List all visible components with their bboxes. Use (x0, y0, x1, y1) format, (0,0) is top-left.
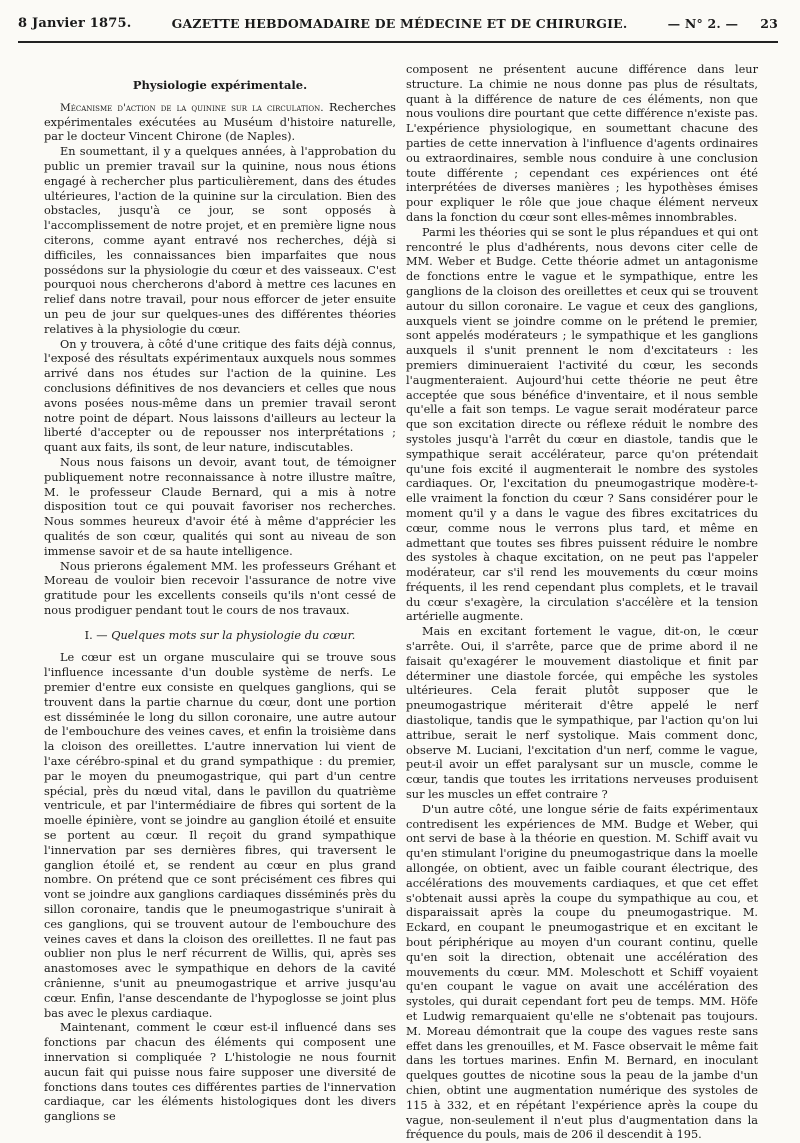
article-heading-byline: Recherches expérimentales exécutées au Muséum d'histoire naturelle, par le docteur Vincent Chirone (de Naples). (44, 100, 396, 144)
issue-info (668, 16, 778, 31)
paragraph: En soumettant, il y a quelques années, à l'approbation du public un premier travail sur la quinine, nous nous étions engagé à rechercher plus particulièrement, dans des études ultérieures, l'action de la quinine sur la circulation. Bien des obstacles, jusqu'à ce jour, se sont opposés à l'accomplissement de notre projet, et en première ligne nous citerons, comme ayant entravé nos recherches, déjà si difficiles, les connaissances bien imparfaites que nous possédons sur la physiologie du cœur et des vaisseaux. C'est pourquoi nous chercherons d'abord à mettre ces lacunes en relief dans notre travail, pour nous efforcer de jeter ensuite un peu de jour sur quelques-unes des différentes théories relatives à la physiologie du cœur. (44, 145, 396, 336)
paragraph: On y trouvera, à côté d'une critique des faits déjà connus, l'exposé des résultats expérimentaux auxquels nous sommes arrivé dans nos études sur l'action de la quinine. Les conclusions définitives de nos devanciers et celles que nous avons posées nous-même dans un premier travail seront notre point de départ. Nous laissons d'ailleurs au lecteur la liberté d'accepter ou de repousser nos interprétations ; quant aux faits, ils sont, de leur nature, indiscutables. (44, 337, 396, 455)
page-number: 23 (760, 15, 778, 31)
paragraph: Maintenant, comment le cœur est-il influencé dans ses fonctions par chacun des éléments qui composent une innervation si compliquée ? L'histologie ne nous fournit aucun fait qui puisse nous faire supposer une diversité de fonctions dans toutes ces différentes parties de l'innervation cardiaque, car les éléments histologiques dont les divers ganglions se (44, 1021, 396, 1124)
paragraph: Le cœur est un organe musculaire qui se trouve sous l'influence incessante d'un double système de nerfs. Le premier d'entre eux consiste en quelques ganglions, qui se trouvent dans la partie charnue du cœur, dont une portion est disséminée le long du sillon coronaire, une autre autour de l'embouchure des veines caves, et enfin la troisième dans la cloison des oreillettes. L'autre innervation lui vient de l'axe cérébro-spinal et du grand sympathique : du premier, par le moyen du pneumogastrique, qui part d'un centre spécial, près du nœud vital, dans le pavillon du quatrième ventricule, et par l'intermédiaire de fibres qui sortent de la moelle épinière, vont se joindre au ganglion étoilé et ensuite se portent au cœur. Il reçoit du grand sympathique l'innervation par ses dernières fibres, qui traversent le ganglion étoilé et, se rendent au cœur en plus grand nombre. On prétend que ce sont précisément ces fibres qui vont se joindre aux ganglions cardiaques disséminés près du sillon coronaire, tandis que le pneumogastrique s'unirait à ces ganglions, qui se trouvent autour de l'embouchure des veines caves et dans la cloison des oreillettes. Il ne faut pas oublier non plus le nerf récurrent de Willis, qui, après ses anastomoses avec le sympathique en dehors de la cavité crânienne, s'unit au pneumogastrique et arrive jusqu'au cœur. Enfin, l'anse descendante de l'hypoglosse se joint plus bas avec le plexus cardiaque. (44, 651, 396, 1020)
subsection-title: Quelques mots sur la physiologie du cœur. (107, 628, 356, 642)
paragraph: Nous prierons également MM. les professeurs Gréhant et Moreau de vouloir bien recevoir l'assurance de notre vive gratitude pour les excellents conseils qu'ils n'ont cessé de nous prodiguer pendant tout le cours de nos travaux. (44, 559, 396, 617)
issue-date: 8 Janvier 1875. (18, 15, 132, 31)
paragraph: Nous nous faisons un devoir, avant tout, de témoigner publiquement notre reconnaissance à notre illustre maître, M. le professeur Claude Bernard, qui a mis à notre disposition tout ce qui pouvait favoriser nos recherches. Nous sommes heureux d'avoir été à même d'apprécier les qualités de son cœur, qualités qui sont au niveau de son immense savoir et de sa haute intelligence. (44, 455, 396, 558)
header-rule (18, 41, 778, 43)
paragraph: Mais en excitant fortement le vague, dit-on, le cœur s'arrête. Oui, il s'arrête, parce que de prime abord il ne faisait qu'exagérer le mouvement diastolique et finit par déterminer une diastole forcée, qui empêche les systoles ultérieures. Cela ferait plutôt supposer que le pneumogastrique mériterait d'être appelé le nerf diastolique, tandis que le sympathique, par l'action qu'on lui attribue, serait le nerf systolique. Mais comment donc, observe M. Luciani, l'excitation d'un nerf, comme le vague, peut-il avoir un effet paralysant sur un muscle, comme le cœur, tandis que toutes les irritations nerveuses produisent sur les muscles un effet contraire ? (406, 625, 758, 802)
paragraph: D'un autre côté, une longue série de faits expérimentaux contredisent les expériences de MM. Budge et Weber, qui ont servi de base à la théorie en question. M. Schiff avait vu qu'en stimulant l'origine du pneumogastrique dans la moelle allongée, on obtient, avec un faible courant électrique, des accélérations des mouvements cardiaques, et que cet effet s'obtenait aussi après la coupe du sympathique au cou, et disparaissait après la coupe du pneumogastrique. M. Eckard, en coupant le pneumogastrique et en excitant le bout périphérique au moyen d'un courant continu, quelle qu'en soit la direction, obtenait une accélération des mouvements du cœur. MM. Moleschott et Schiff voyaient qu'en coupant le vague on avait une accélération des systoles, qui durait cependant fort peu de temps. MM. Höfe et Ludwig remarquaient qu'elle ne s'obtenait pas toujours. M. Moreau démontrait que la coupe des vagues reste sans effet dans les grenouilles, et M. Fasce observait le même fait dans les tortues marines. Enfin M. Bernard, en inoculant quelques gouttes de nicotine sous la peau de la jambe d'un chien, obtint une augmentation numérique des systoles de 115 à 332, et en répétant l'expérience après la coupe du vague, non-seulement il n'eut plus d'augmentation dans la fréquence du pouls, mais de 206 il descendit à 195. (406, 802, 758, 1142)
left-column (44, 60, 396, 1125)
running-header (18, 6, 778, 40)
article-heading (44, 101, 396, 145)
subsection-heading (44, 629, 396, 644)
subsection-number: I. — (84, 628, 108, 642)
section-title: Physiologie expérimentale. (132, 78, 308, 92)
article-heading-title: Mécanisme d'action de la quinine sur la circulation. (60, 101, 324, 114)
issue-number: — N° 2. — (667, 15, 739, 31)
paragraph: composent ne présentent aucune différence dans leur structure. La chimie ne nous donne pas plus de résultats, quant à la différence de nature de ces éléments, non que nous voulions dire pourtant que cette différence n'existe pas. L'expérience physiologique, en soumettant chacune des parties de cette innervation à l'influence d'agents ordinaires ou extraordinaires, semble nous conduire à une conclusion toute différente ; cependant ces expériences ont été interprétées de diverses manières ; les hypothèses émises pour expliquer le rôle que joue chaque élément nerveux dans la fonction du cœur sont elles-mêmes innombrables. (406, 63, 758, 224)
right-column (406, 63, 758, 1143)
journal-title: GAZETTE HEBDOMADAIRE DE MÉDECINE ET DE CHIRURGIE. (171, 15, 628, 31)
paragraph: Parmi les théories qui se sont le plus répandues et qui ont rencontré le plus d'adhérents, nous devons citer celle de MM. Weber et Budge. Cette théorie admet un antagonisme de fonctions entre le vague et le sympathique, entre les ganglions de la cloison des oreillettes et ceux qui se trouvent autour du sillon coronaire. Le vague et ceux des ganglions, auxquels vient se joindre comme on le prétend le premier, sont appelés modérateurs ; le sympathique et les ganglions auxquels il s'unit prennent le nom d'excitateurs : les premiers diminueraient l'activité du cœur, les seconds l'augmenteraient. Aujourd'hui cette théorie ne peut être acceptée que sous bénéfice d'inventaire, et il nous semble qu'elle a fait son temps. Le vague serait modérateur parce que son excitation directe ou réflexe réduit le nombre des systoles jusqu'à l'arrêt du cœur en diastole, tandis que le sympathique serait accélérateur, parce qu'on prétendait qu'une fois excité il augmenterait le nombre des systoles cardiaques. Or, l'excitation du pneumogastrique modère-t-elle vraiment la fonction du cœur ? Sans considérer pour le moment qu'il y a dans le vague des fibres excitatrices du cœur, comme nous le verrons plus tard, et même en admettant que toutes ses fibres puissent réduire le nombre des systoles à chaque excitation, on ne peut pas l'appeler modérateur, car s'il rend les mouvements du cœur moins fréquents, il les rend cependant plus complets, et le travail du cœur s'exagère, la circulation s'accélère et la tension artérielle augmente. (406, 225, 758, 624)
